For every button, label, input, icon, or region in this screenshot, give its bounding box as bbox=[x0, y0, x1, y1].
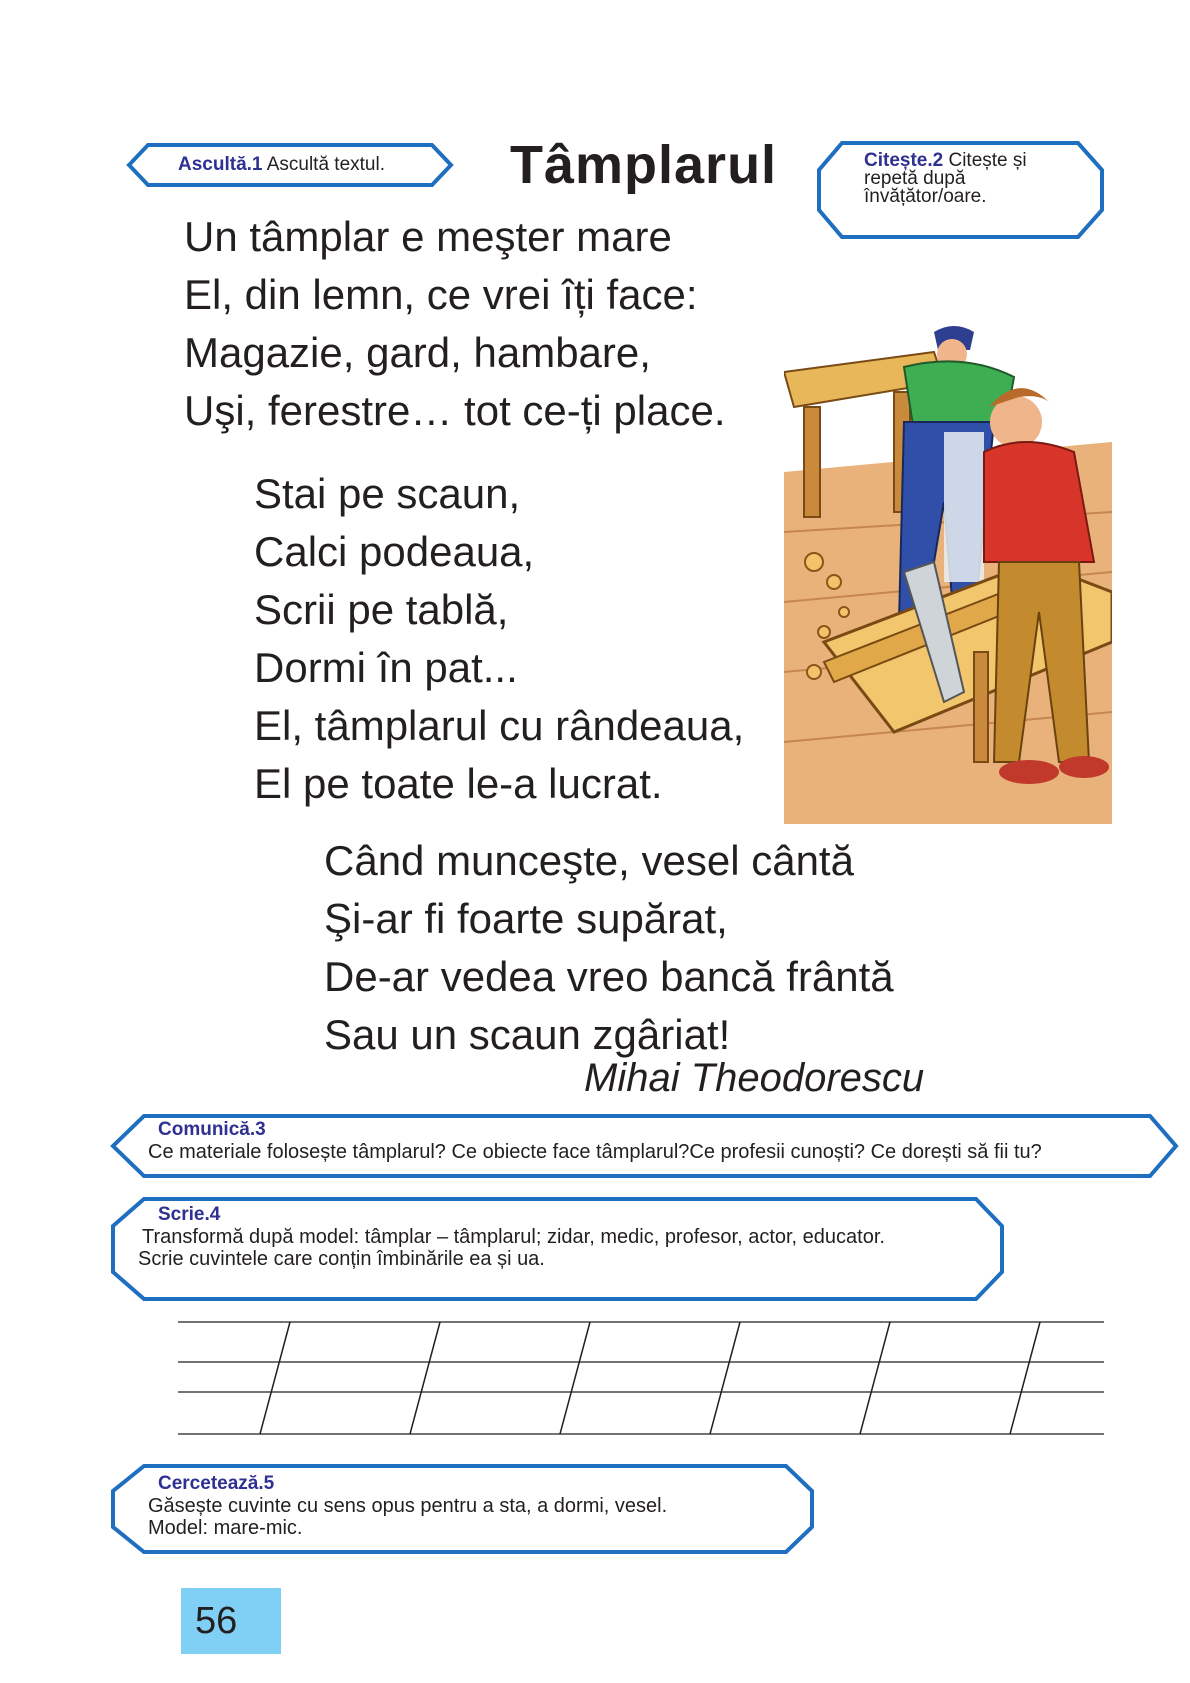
poem-line: Şi-ar fi foarte supărat, bbox=[324, 895, 728, 942]
write-text-line-1: Transformă după model: tâmplar – tâmplarul; zidar, medic, profesor, actor, educator. bbox=[142, 1226, 885, 1248]
write-exercise bbox=[110, 1196, 1006, 1302]
write-text-line-2: Scrie cuvintele care conțin îmbinările ea și ua. bbox=[138, 1248, 545, 1270]
poem-stanza-3 bbox=[324, 832, 894, 1064]
poem-line: Dormi în pat... bbox=[254, 644, 518, 691]
poem-line: Când munceşte, vesel cântă bbox=[324, 837, 854, 884]
research-text-line-1: Găsește cuvinte cu sens opus pentru a sta, a dormi, vesel. bbox=[148, 1495, 668, 1517]
handwriting-lines[interactable] bbox=[178, 1318, 1104, 1438]
communicate-exercise bbox=[110, 1113, 1180, 1179]
poem-line: Sau un scaun zgâriat! bbox=[324, 1011, 731, 1058]
communicate-tag: Comunică.3 bbox=[158, 1119, 266, 1140]
poem-line: El, din lemn, ce vrei îți face: bbox=[184, 271, 698, 318]
read-instruction bbox=[816, 140, 1106, 240]
poem-stanza-1 bbox=[184, 208, 726, 440]
listen-text: Ascultă textul. bbox=[266, 154, 385, 175]
poem-line: Scrii pe tablă, bbox=[254, 586, 509, 633]
page-number: 56 bbox=[181, 1588, 281, 1654]
research-tag: Cercetează.5 bbox=[158, 1473, 275, 1494]
read-tag: Citește.2 bbox=[864, 150, 944, 171]
poem-line: Stai pe scaun, bbox=[254, 470, 521, 517]
research-text-line-2: Model: mare-mic. bbox=[148, 1517, 303, 1539]
poem-line: Un tâmplar e meşter mare bbox=[184, 213, 672, 260]
communicate-text: Ce materiale folosește tâmplarul? Ce obiecte face tâmplarul?Ce profesii cunoști? Ce dorești să fii tu? bbox=[148, 1141, 1042, 1163]
poem-line: El pe toate le-a lucrat. bbox=[254, 760, 663, 807]
poem-line: Calci podeaua, bbox=[254, 528, 535, 575]
carpenters-illustration bbox=[784, 312, 1112, 824]
poem-line: El, tâmplarul cu rândeaua, bbox=[254, 702, 745, 749]
poem-author: Mihai Theodorescu bbox=[584, 1056, 925, 1100]
poem-line: De-ar vedea vreo bancă frântă bbox=[324, 953, 894, 1000]
read-text: Citește și repetă după învățător/oare. bbox=[864, 150, 1027, 207]
listen-tag: Ascultă.1 bbox=[178, 154, 263, 175]
poem-line: Magazie, gard, hambare, bbox=[184, 329, 651, 376]
research-exercise bbox=[110, 1463, 816, 1555]
write-tag: Scrie.4 bbox=[158, 1204, 221, 1225]
listen-instruction bbox=[126, 142, 454, 188]
poem-line: Uşi, ferestre… tot ce-ți place. bbox=[184, 387, 726, 434]
poem-stanza-2 bbox=[254, 465, 744, 813]
page-title: Tâmplarul bbox=[510, 135, 778, 195]
